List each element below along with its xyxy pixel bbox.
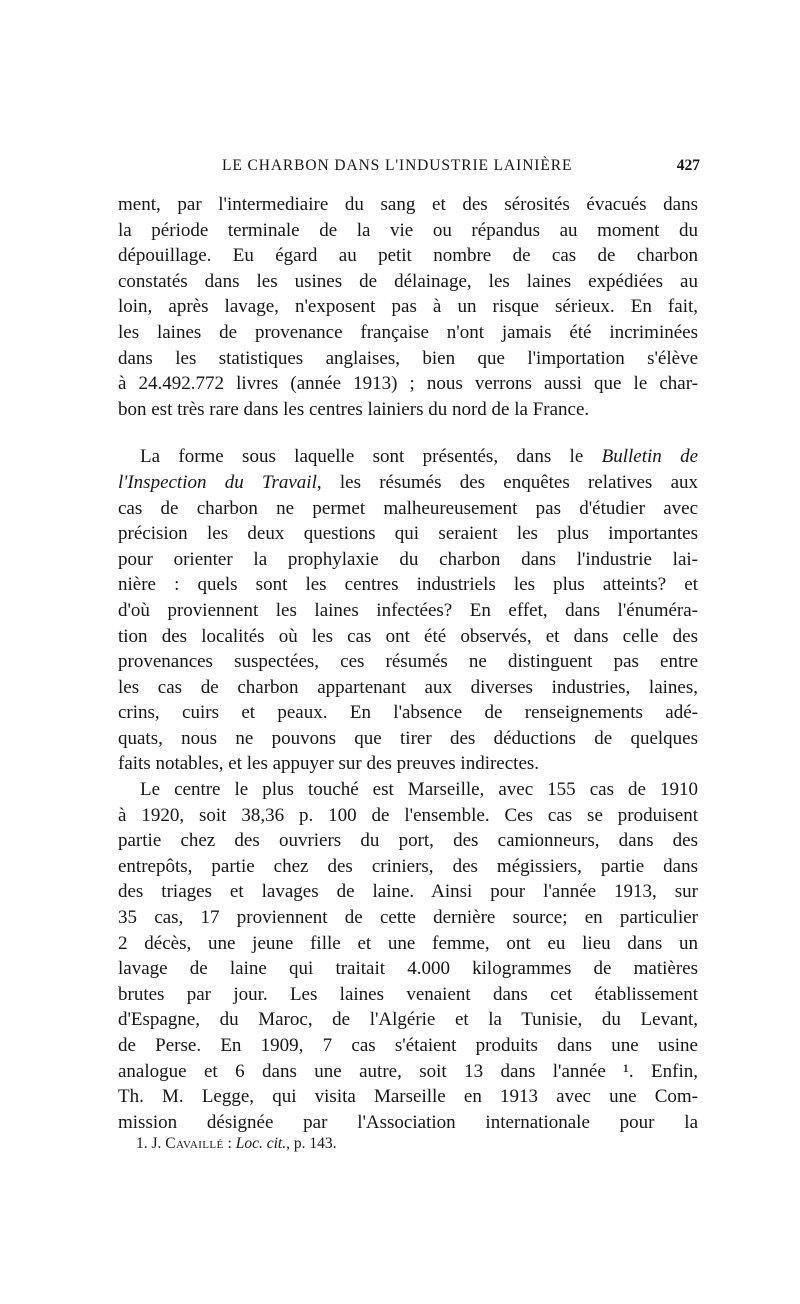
running-title: LE CHARBON DANS L'INDUSTRIE LAINIÈRE [222,157,573,174]
text-line [118,444,698,470]
footnote-separator: : [223,1135,236,1152]
text-line: quats, nous ne pouvons que tirer des déductions de quelques [118,727,698,749]
footnote-marker: 1. J. [136,1135,162,1152]
text-line: 35 cas, 17 proviennent de cette dernière source; en particulier [118,907,698,929]
text-line: dans les statistiques anglaises, bien que l'importation s'élève [118,347,698,369]
text-line: à 1920, soit 38,36 p. 100 de l'ensemble. Ces cas se produisent [118,804,698,826]
text-line: à 24.492.772 livres (année 1913) ; nous verrons aussi que le char- [118,373,698,395]
running-header [118,157,700,181]
paragraph-3 [118,777,698,1135]
text-line: 2 décès, une jeune fille et une femme, ont eu lieu dans un [118,932,698,954]
text-line: précision les deux questions qui seraient les plus importantes [118,523,698,545]
text-line: partie chez des ouvriers du port, des camionneurs, dans des [118,830,698,852]
text-run: , les résumés des enquêtes relatives aux [316,471,698,493]
text-line: d'Espagne, du Maroc, de l'Algérie et la Tunisie, du Levant, [118,1009,698,1031]
text-line: crins, cuirs et peaux. En l'absence de renseignements adé- [118,702,698,724]
text-line: entrepôts, partie chez des criniers, des mégissiers, partie dans [118,855,698,877]
text-line: loin, après lavage, n'exposent pas à un risque sérieux. En fait, [118,296,698,318]
text-line: lavage de laine qui traitait 4.000 kilogrammes de matières [118,958,698,980]
text-line: les laines de provenance française n'ont jamais été incriminées [118,321,698,343]
text-line: ment, par l'intermediaire du sang et des sérosités évacués dans [118,194,698,215]
text-line: Le centre le plus touché est Marseille, avec 155 cas de 1910 [140,779,698,801]
bulletin-title-part-1: Bulletin de [601,446,699,468]
footnote-reference: Loc. cit. [235,1135,287,1152]
text-line: la période terminale de la vie ou répandus au moment du [118,219,698,241]
text-line: tion des localités où les cas ont été observés, et dans celle des [118,625,698,647]
text-line: dépouillage. Eu égard au petit nombre de cas de charbon [118,245,698,267]
text-line: mission désignée par l'Association internationale pour la [118,1111,698,1133]
paragraph-2 [118,444,698,777]
bulletin-title-part-2: l'Inspection du Travail [118,471,317,493]
footnote [136,1135,336,1153]
text-line: de Perse. En 1909, 7 cas s'étaient produits dans une usine [118,1035,698,1056]
text-line: Th. M. Legge, qui visita Marseille en 1913 avec une Com- [118,1086,698,1108]
text-line [118,470,698,496]
text-line: des triages et lavages de laine. Ainsi pour l'année 1913, sur [118,881,698,903]
text-line: faits notables, et les appuyer sur des preuves indirectes. [118,753,540,775]
page-number: 427 [676,157,700,174]
body-text [118,192,698,1135]
text-line: bon est très rare dans les centres lainiers du nord de la France. [118,398,590,420]
paragraph-1 [118,192,698,422]
text-run: La forme sous laquelle sont présentés, dans le [140,446,602,468]
text-line: constatés dans les usines de délainage, les laines expédiées au [118,270,698,292]
footnote-author: Cavaillé [165,1135,224,1152]
text-line: analogue et 6 dans une autre, soit 13 dans l'année ¹. Enfin, [118,1060,698,1082]
text-line: les cas de charbon appartenant aux diverses industries, laines, [118,676,698,698]
text-line: provenances suspectées, ces résumés ne distinguent pas entre [118,651,698,673]
footnote-page-ref: , p. 143. [286,1135,337,1152]
text-line: d'où proviennent les laines infectées? En effet, dans l'énuméra- [118,599,698,621]
text-line: pour orienter la prophylaxie du charbon dans l'industrie lai- [118,548,698,570]
text-line: nière : quels sont les centres industriels les plus atteints? et [118,574,698,596]
text-line: brutes par jour. Les laines venaient dans cet établissement [118,983,698,1005]
text-line: cas de charbon ne permet malheureusement pas d'étudier avec [118,497,698,519]
